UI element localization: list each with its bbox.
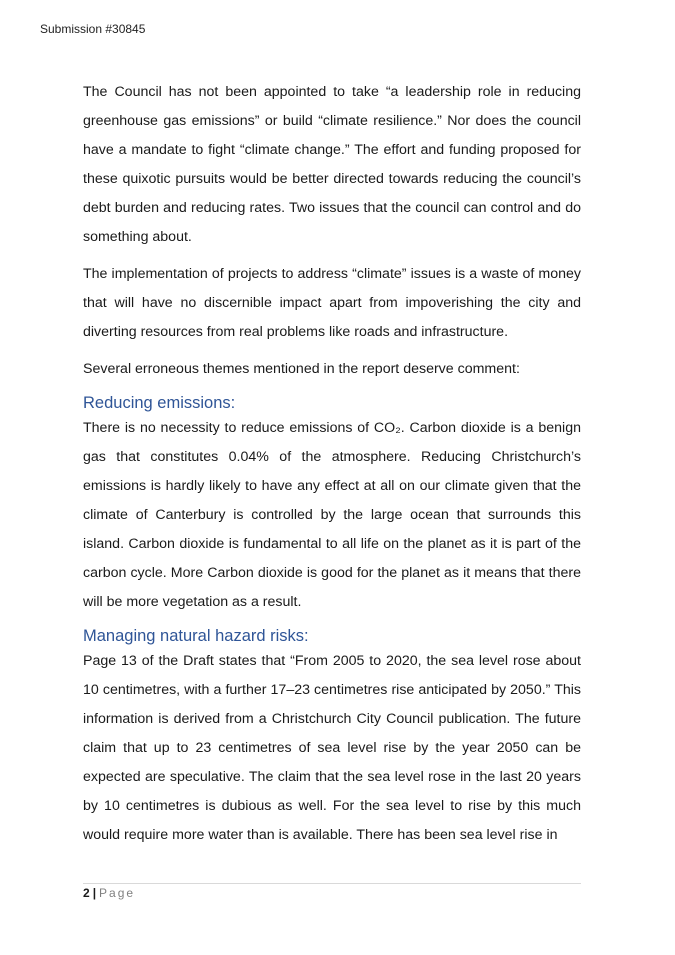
paragraph-themes-intro: Several erroneous themes mentioned in the report deserve comment: (83, 361, 520, 377)
page-number: 2 (83, 886, 90, 900)
page-label: Page (99, 886, 136, 900)
footer-separator: | (92, 886, 97, 900)
paragraph-mandate: The Council has not been appointed to take “a leadership role in reducing greenhouse gas emissions” or build “climate resilience.” Nor does the council have a mandate to fight “climate change.” The effort and funding proposed for these quixotic pursuits would be better directed towards reducing the council’s debt burden and reducing rates. Two issues that the council can control and do something about. (83, 84, 581, 245)
paragraph-natural-hazards: Page 13 of the Draft states that “From 2005 to 2020, the sea level rose about 10 centimetres, with a further 17–23 centimetres rise anticipated by 2050.” This information is derived from a Christchurch City Council publication. The future claim that up to 23 centimetres of sea level rise by the year 2050 can be expected are speculative. The claim that the sea level rose in the last 20 years by 10 centimetres is dubious as well. For the sea level to rise by this much would require more water than is available. There has been sea level rise in (83, 653, 581, 843)
paragraph-reducing-emissions: There is no necessity to reduce emissions of CO₂. Carbon dioxide is a benign gas that constitutes 0.04% of the atmosphere. Reducing Christchurch’s emissions is hardly likely to have any effect at all on our climate given that the climate of Canterbury is controlled by the large ocean that surrounds this island. Carbon dioxide is fundamental to all life on the planet as it is part of the carbon cycle. More Carbon dioxide is good for the planet as it means that there will be more vegetation as a result. (83, 420, 581, 610)
submission-id: Submission #30845 (40, 22, 146, 36)
heading-natural-hazards: Managing natural hazard risks: (83, 627, 309, 645)
page-footer (83, 883, 581, 900)
heading-reducing-emissions: Reducing emissions: (83, 394, 236, 412)
paragraph-implementation: The implementation of projects to address “climate” issues is a waste of money that will have no discernible impact apart from impoverishing the city and diverting resources from real problems like roads and infrastructure. (83, 266, 581, 340)
document-body (83, 78, 581, 858)
